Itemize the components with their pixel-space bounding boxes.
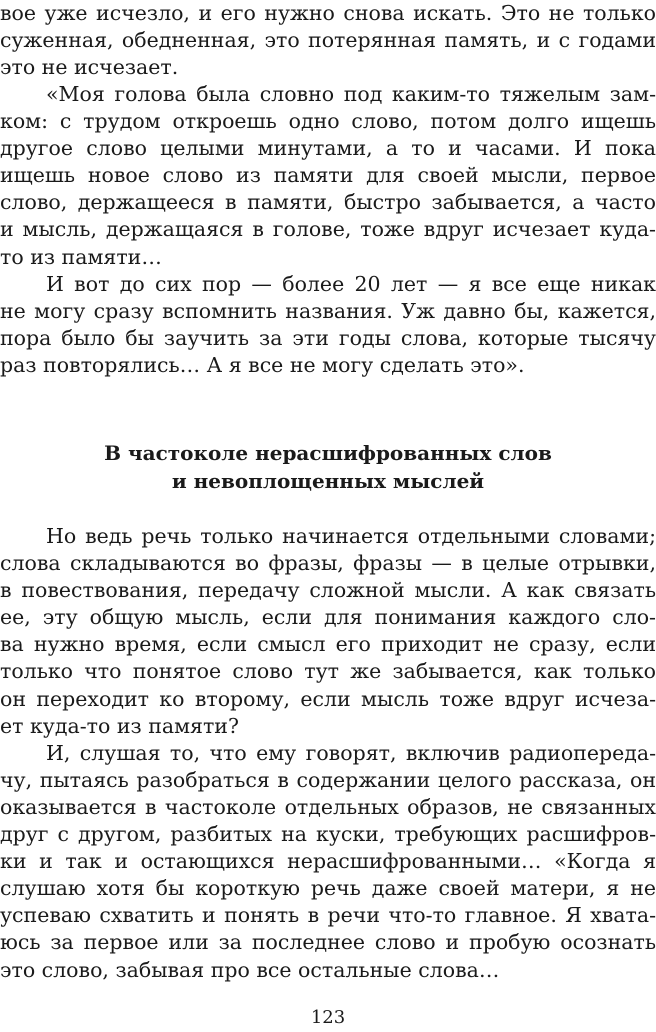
paragraph-continuation xyxy=(0,0,656,81)
heading-line-2: и невоплощенных мыслей xyxy=(171,469,485,493)
text-line: ищешь новое слово из памяти для своей мысли, первое xyxy=(0,163,656,188)
text-line: другое слово целыми минутами, а то и часами. И пока xyxy=(0,136,656,161)
quote-paragraph xyxy=(0,81,656,379)
text-line: это слово, забывая про все остальные слова… xyxy=(0,957,500,982)
body-paragraphs xyxy=(0,523,656,984)
text-line: суженная, обедненная, это потерянная память, и с годами xyxy=(0,28,656,53)
text-line: ее, эту общую мысль, если для понимания каждого сло- xyxy=(0,605,656,630)
text-line: слова складываются во фразы, фразы — в целые отрывки, xyxy=(0,551,656,576)
text-line: Но ведь речь только начинается отдельными словами; xyxy=(46,524,656,548)
text-line: то из памяти… xyxy=(0,244,162,269)
text-line: успеваю схватить и понять в речи что-то главное. Я хвата- xyxy=(0,903,656,928)
text-line: слушаю хотя бы короткую речь даже своей матери, я не xyxy=(0,876,656,901)
text-line: он переходит ко второму, если мысль тоже вдруг исчеза- xyxy=(0,686,656,711)
text-line: ком: с трудом откроешь одно слово, потом долго ищешь xyxy=(0,109,656,134)
text-line: и мысль, держащаяся в голове, тоже вдруг исчезает куда- xyxy=(0,217,656,242)
text-line: «Моя голова была словно под каким-то тяжелым зам- xyxy=(46,82,656,106)
text-line: И вот до сих пор — более 20 лет — я все еще никак xyxy=(46,271,656,296)
text-line: И, слушая то, что ему говорят, включив радиопереда- xyxy=(46,740,656,765)
text-line: ет куда-то из памяти? xyxy=(0,713,239,738)
text-line: оказывается в частоколе отдельных образов, не связанных xyxy=(0,794,656,819)
text-line: вое уже исчезло, и его нужно снова искать. Это не только xyxy=(0,1,656,25)
text-line: друг с другом, разбитых на куски, требующих расшифров- xyxy=(0,822,656,847)
text-line: не могу сразу вспомнить названия. Уж давно бы, кажется, xyxy=(0,298,656,323)
text-line: слово, держащееся в памяти, быстро забывается, а часто xyxy=(0,190,656,215)
heading-line-1: В частоколе нерасшифрованных слов xyxy=(104,441,552,465)
text-line: ва нужно время, если смысл его приходит не сразу, если xyxy=(0,632,656,657)
text-line: пора было бы заучить за эти годы слова, которые тысячу xyxy=(0,325,656,350)
text-line: в повествования, передачу сложной мысли. А как связать xyxy=(0,578,656,603)
text-line: только что понятое слово тут же забывается, как только xyxy=(0,659,656,684)
text-line: это не исчезает. xyxy=(0,55,179,80)
section-heading xyxy=(0,439,656,495)
text-line: ки и так и остающихся нерасшифрованными… «Когда я xyxy=(0,849,656,874)
page-number: 123 xyxy=(310,1007,346,1028)
text-line: раз повторялись… А я все не могу сделать это». xyxy=(0,352,525,377)
text-line: юсь за первое или за последнее слово и пробую осознать xyxy=(0,930,656,955)
text-line: чу, пытаясь разобраться в содержании целого рассказа, он xyxy=(0,767,656,792)
